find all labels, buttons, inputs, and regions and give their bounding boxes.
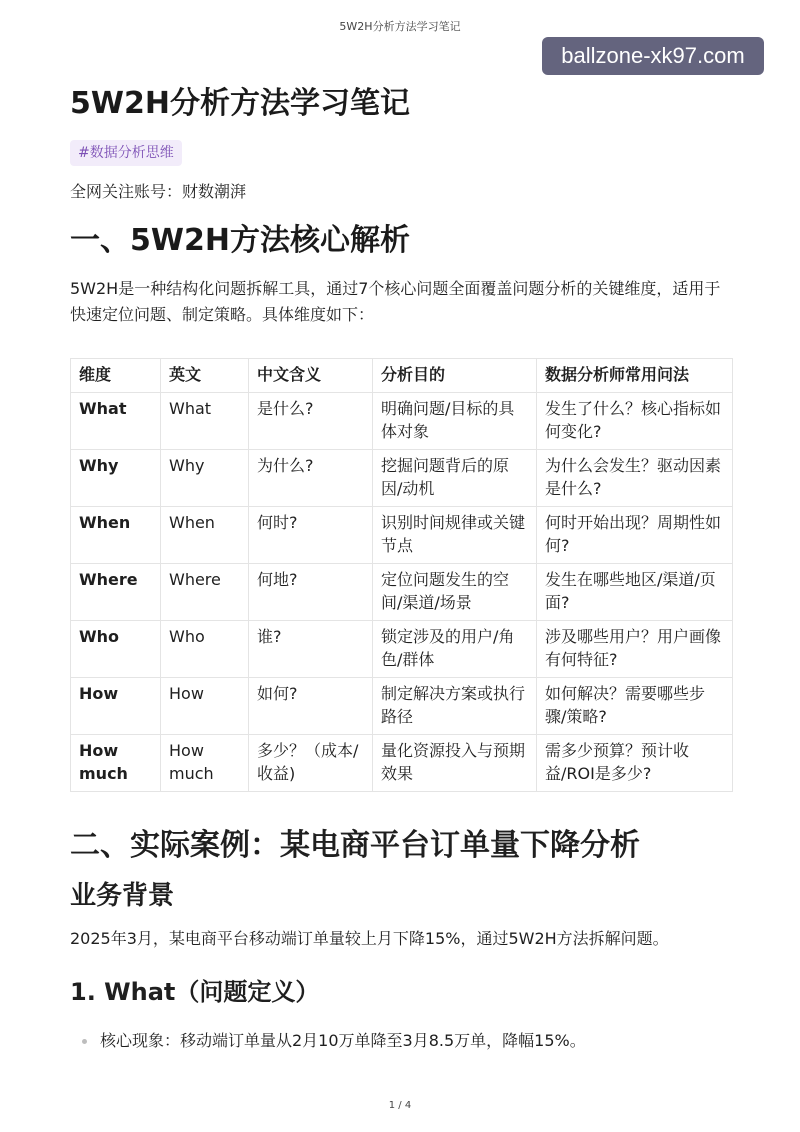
subheading-what: 1. What（问题定义） bbox=[70, 978, 320, 1006]
table-cell: 锁定涉及的用户/角色/群体 bbox=[373, 621, 537, 678]
table-cell: 何地? bbox=[249, 564, 373, 621]
section-heading-core: 一、5W2H方法核心解析 bbox=[70, 223, 410, 258]
table-row bbox=[71, 507, 733, 564]
document-body bbox=[70, 82, 730, 1054]
table-cell: 是什么? bbox=[249, 393, 373, 450]
table-cell-dimension: Who bbox=[71, 621, 161, 678]
table-row bbox=[71, 564, 733, 621]
table-cell: 为什么会发生？驱动因素是什么? bbox=[537, 450, 733, 507]
table-cell: 谁? bbox=[249, 621, 373, 678]
account-line: 全网关注账号：财数潮湃 bbox=[70, 182, 247, 201]
table-cell: 涉及哪些用户？用户画像有何特征? bbox=[537, 621, 733, 678]
bullet-list bbox=[70, 1028, 730, 1054]
table-cell-dimension: When bbox=[71, 507, 161, 564]
table-cell: 发生在哪些地区/渠道/页面? bbox=[537, 564, 733, 621]
table-row bbox=[71, 450, 733, 507]
table-cell: 定位问题发生的空间/渠道/场景 bbox=[373, 564, 537, 621]
table-cell: When bbox=[161, 507, 249, 564]
table-cell: 制定解决方案或执行路径 bbox=[373, 678, 537, 735]
table-header-cell: 分析目的 bbox=[373, 359, 537, 393]
table-header-cell: 英文 bbox=[161, 359, 249, 393]
table-cell: Who bbox=[161, 621, 249, 678]
watermark-label: ballzone-xk97.com bbox=[542, 37, 764, 75]
table-cell-dimension: Why bbox=[71, 450, 161, 507]
table-cell: 何时? bbox=[249, 507, 373, 564]
table-cell: 如何? bbox=[249, 678, 373, 735]
table-header-row bbox=[71, 359, 733, 393]
background-paragraph: 2025年3月，某电商平台移动端订单量较上月下降15%，通过5W2H方法拆解问题。 bbox=[70, 929, 669, 948]
list-item bbox=[70, 1028, 730, 1054]
section-heading-case: 二、实际案例：某电商平台订单量下降分析 bbox=[70, 828, 640, 863]
page-number: 1 / 4 bbox=[388, 1100, 412, 1111]
table-cell: 发生了什么？核心指标如何变化? bbox=[537, 393, 733, 450]
section-intro: 5W2H是一种结构化问题拆解工具，通过7个核心问题全面覆盖问题分析的关键维度，适用于快速定位问题、制定策略。具体维度如下： bbox=[70, 279, 721, 324]
table-row bbox=[71, 621, 733, 678]
table-cell: How much bbox=[161, 735, 249, 792]
table-header-cell: 维度 bbox=[71, 359, 161, 393]
table-cell: 量化资源投入与预期效果 bbox=[373, 735, 537, 792]
table-cell-dimension: How bbox=[71, 678, 161, 735]
table-cell: How bbox=[161, 678, 249, 735]
table-cell: 需多少预算？预计收益/ROI是多少? bbox=[537, 735, 733, 792]
list-item-text: 核心现象：移动端订单量从2月10万单降至3月8.5万单，降幅15%。 bbox=[100, 1031, 586, 1050]
table-header-cell: 数据分析师常用问法 bbox=[537, 359, 733, 393]
table-cell: 多少？（成本/收益) bbox=[249, 735, 373, 792]
topic-tag[interactable]: #数据分析思维 bbox=[70, 140, 182, 166]
subheading-background: 业务背景 bbox=[70, 881, 175, 911]
dimensions-table bbox=[70, 358, 733, 792]
table-cell: 何时开始出现？周期性如何? bbox=[537, 507, 733, 564]
page-title: 5W2H分析方法学习笔记 bbox=[70, 86, 410, 121]
table-cell: 明确问题/目标的具体对象 bbox=[373, 393, 537, 450]
table-cell: Where bbox=[161, 564, 249, 621]
table-row bbox=[71, 735, 733, 792]
table-cell: 挖掘问题背后的原因/动机 bbox=[373, 450, 537, 507]
table-cell: 为什么? bbox=[249, 450, 373, 507]
table-row bbox=[71, 678, 733, 735]
table-cell: 识别时间规律或关键节点 bbox=[373, 507, 537, 564]
table-cell: What bbox=[161, 393, 249, 450]
table-cell-dimension: Where bbox=[71, 564, 161, 621]
table-cell-dimension: What bbox=[71, 393, 161, 450]
table-cell: Why bbox=[161, 450, 249, 507]
print-header-title: 5W2H分析方法学习笔记 bbox=[339, 20, 461, 33]
table-cell-dimension: How much bbox=[71, 735, 161, 792]
table-cell: 如何解决？需要哪些步骤/策略? bbox=[537, 678, 733, 735]
table-row bbox=[71, 393, 733, 450]
table-header-cell: 中文含义 bbox=[249, 359, 373, 393]
bullet-dot-icon bbox=[82, 1039, 87, 1044]
